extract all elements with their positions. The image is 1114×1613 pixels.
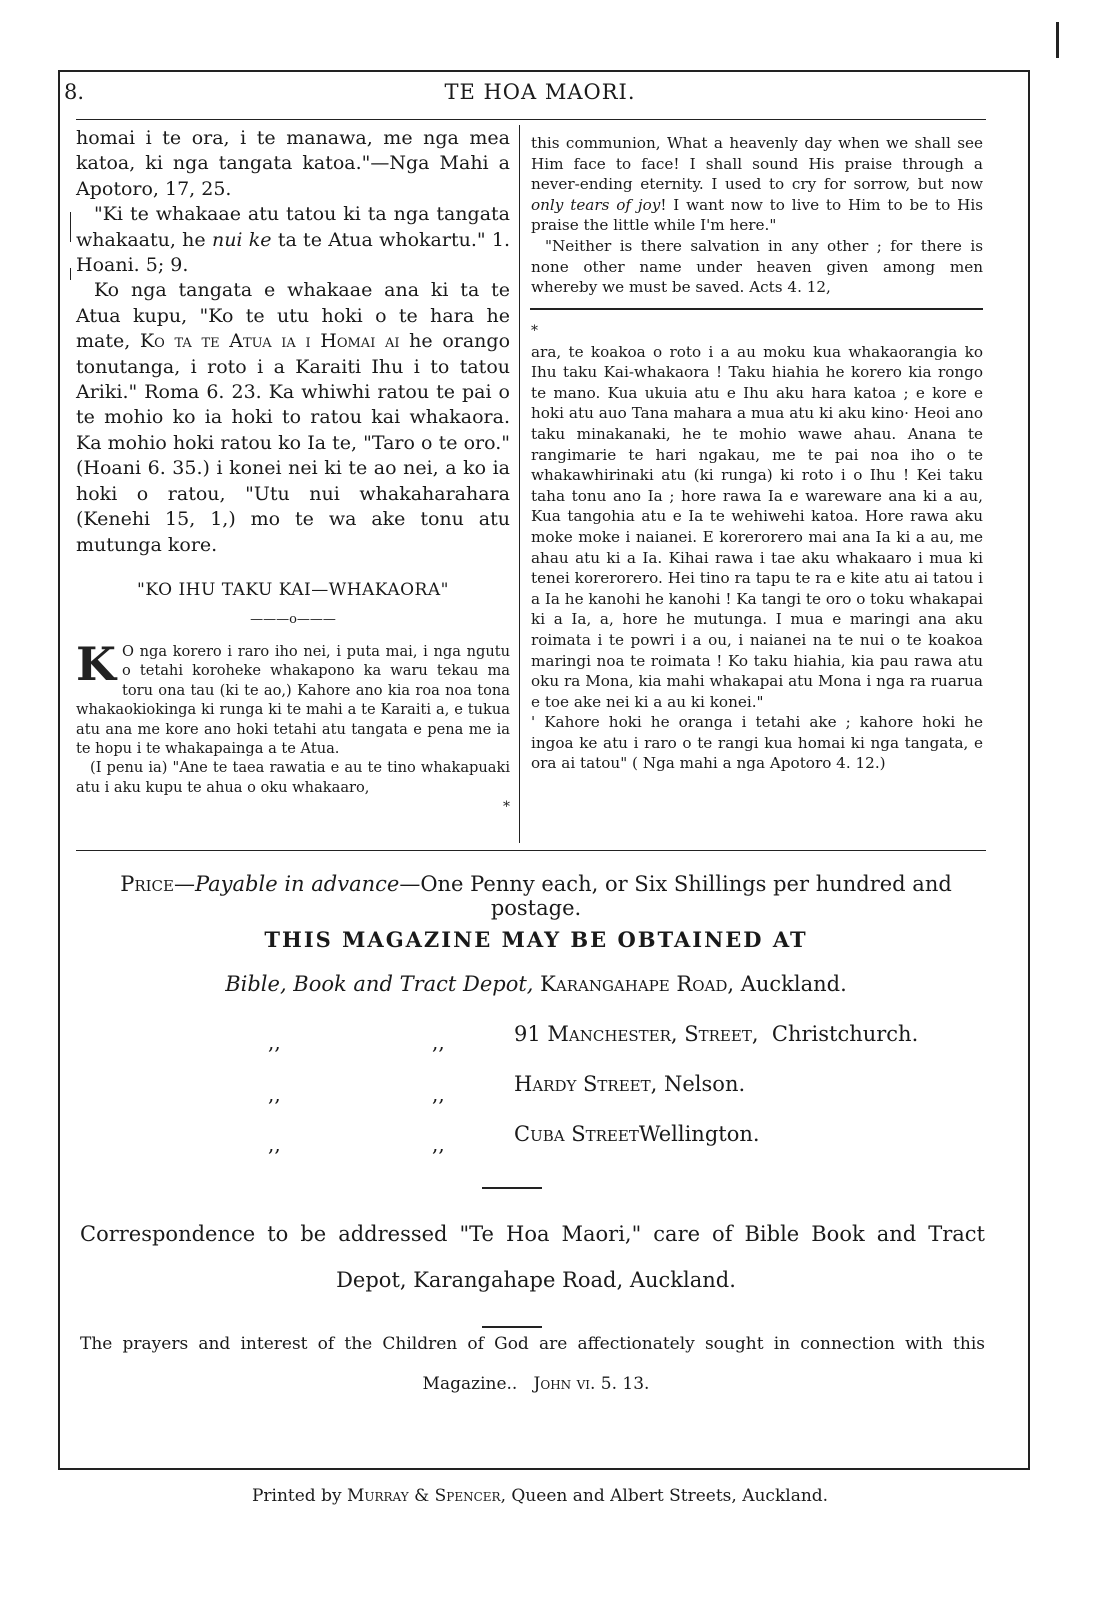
right-column-top bbox=[531, 133, 983, 298]
depot-address-1 bbox=[76, 972, 996, 996]
left-paragraph-3 bbox=[76, 278, 510, 557]
printer-address: , Queen and Albert Streets, Auckland. bbox=[500, 1486, 829, 1506]
correspondence-line-2: Depot, Karangahape Road, Auckland. bbox=[336, 1268, 736, 1292]
section-paragraph-1 bbox=[76, 637, 510, 758]
address-2-street: 91 Manchester, Street, bbox=[514, 1022, 759, 1046]
page-number: 8. bbox=[64, 80, 85, 104]
left-paragraph-3-text-end: he orango tonutanga, i roto i a Karaiti Ihu i to tatou Ariki." Roma 6. 23. Ka whiwhi ratou te pai o te mohio ko ia hoki to ratou kai whakaora. Ka mohio hoki ratou ko Ia te, "Taro o te oro." (Hoani 6. 35.) i konei nei ki te ao nei, a ko ia hoki o ratou, "Utu nui whakaharahara (Kenehi 15, 1,) mo te wa ake tonu atu mutunga kore. bbox=[76, 330, 511, 556]
left-margin-tick-2 bbox=[70, 268, 71, 280]
frame-bottom-rule bbox=[58, 1468, 1030, 1470]
address-2-city: Christchurch. bbox=[771, 1022, 919, 1046]
address-4-street: Cuba Street bbox=[514, 1122, 639, 1146]
address-3-city: Nelson. bbox=[664, 1072, 746, 1096]
price-emphasis: Payable in advance bbox=[194, 872, 400, 896]
section-paragraph-1-text: O nga korero i raro iho nei, i puta mai, i nga ngutu o tetahi koroheke whakapono ka waru tekau ma toru ona tau (ki te ao,) Kahore ano kia roa noa tona whakaokiokinga ki runga ki te mahi a te Karaiti a, e tukua atu ana me kore ano hoki tetahi atu tangata e pena me ia te hopu i te whakapainga a te Atua. bbox=[76, 643, 510, 758]
header-rule bbox=[76, 119, 986, 120]
prayers-magazine: Magazine.. bbox=[422, 1374, 518, 1394]
left-paragraph-2-text-end: ta te Atua whokartu." 1. Hoani. 5; 9. bbox=[76, 228, 510, 277]
left-column bbox=[76, 126, 510, 558]
ditto-mark-3b: ,, bbox=[432, 1082, 445, 1106]
prayers-reference: John vi. 5. 13. bbox=[533, 1374, 650, 1394]
depot-address-2 bbox=[514, 1022, 918, 1046]
depot-address-4 bbox=[514, 1122, 760, 1146]
column-divider bbox=[519, 125, 520, 843]
depot-street: Karangahape Road, bbox=[540, 972, 735, 996]
right-paragraph-3: ara, te koakoa o roto i a au moku kua whakaorangia ko Ihu taku Kai-whakaora ! Taku hiahia he korero kia rongo te mano. Kua ukuia atu e Ihu aku hara katoa ; e kore e hoki atu auo Tana mahara a mua atu ki aku kino· Heoi ano taku minakanaki, he te mohio wawe ahau. Anana te rangimarie te hari ngakau, me te pai noa iho o te whakawhirinaki atu (ki runga) ki roto i o Ihu ! Kei taku taha tonu ano Ia ; hore rawa Ia e wareware ana ki a au, Kua tangohia atu e Ia te wehiwehi katoa. Hore rawa aku moke moke i naianei. E korerorero mai ana Ia ki a au, me ahau atu ki a Ia. Kihai rawa i tae aku whakaaro i mua ki tenei korerorero. Hei tino ra tapu te ra e kite atu ai tatou i a Ia he kanohi he kanohi ! Ka tangi te oro o toku whakapai ki a Ia, a, hore he mutunga. I mua e maringi ana aku roimata i te powri i a ou, i naianei na te nui o te koakoa maringi noa te roimata ! Ko taku hiahia, kia pau rawa atu oku ra Mona, kia mahi whakapai atu Mona i nga ra ruarua e toe ake nei ki a au ki konei." bbox=[531, 342, 983, 711]
availability-heading: THIS MAGAZINE MAY BE OBTAINED AT bbox=[264, 927, 808, 952]
correspondence-line-1: Correspondence to be addressed "Te Hoa Maori," care of Bible Book and Tract bbox=[80, 1222, 985, 1246]
right-paragraph-2: "Neither is there salvation in any other ; for there is none other name under heaven given among men whereby we must be saved. Acts 4. 12, bbox=[531, 236, 983, 297]
page-title: TE HOA MAORI. bbox=[444, 80, 636, 104]
short-rule-2 bbox=[482, 1326, 542, 1328]
right-star bbox=[531, 320, 983, 342]
left-paragraph-3-text: Ko nga tangata e whakaae ana ki ta te Atua kupu, "Ko te utu hoki o te hara he mate, bbox=[76, 279, 510, 353]
section-body bbox=[76, 637, 510, 818]
prayers-line-2 bbox=[76, 1374, 996, 1394]
left-paragraph-3-smallcaps: Ko ta te Atua ia i Homai ai bbox=[139, 330, 400, 353]
left-paragraph-2 bbox=[76, 202, 510, 278]
left-paragraph-2-emphasis: nui ke bbox=[211, 228, 272, 251]
frame-top-rule bbox=[58, 70, 1030, 72]
price-text: —One Penny each, or Six Shillings per hundred and postage. bbox=[399, 872, 952, 920]
frame-right-rule bbox=[1028, 70, 1030, 1470]
prayers-line-1: The prayers and interest of the Children of God are affectionately sought in connection with this bbox=[80, 1334, 985, 1354]
depot-city: Auckland. bbox=[740, 972, 847, 996]
footer-top-rule bbox=[76, 850, 986, 851]
section-heading: "KO IHU TAKU KAI—WHAKAORA" bbox=[137, 580, 449, 600]
depot-address-3 bbox=[514, 1072, 745, 1096]
ditto-mark-2b: ,, bbox=[432, 1030, 445, 1054]
right-paragraph-4: ' Kahore hoki he oranga i tetahi ake ; kahore hoki he ingoa ke atu i raro o te rangi kua homai ki nga tangata, e ora ai tatou" ( Nga mahi a nga Apotoro 4. 12.) bbox=[531, 713, 983, 773]
price-line bbox=[76, 872, 996, 920]
left-margin-tick-1 bbox=[70, 212, 71, 242]
printer-line bbox=[0, 1486, 1080, 1506]
right-paragraph-1-text: this communion, What a heavenly day when we shall see Him face to face! I shall sound His praise through a never-ending eternity. I used to cry for sorrow, but now bbox=[531, 134, 983, 194]
address-3-street: Hardy Street, bbox=[514, 1072, 658, 1096]
right-paragraph-1-text-end: ! I want now to live to Him to be to His praise the little while I'm here." bbox=[531, 195, 983, 235]
section-separator: ———o——— bbox=[250, 612, 336, 627]
right-column-rule bbox=[530, 308, 983, 310]
continuation-star bbox=[76, 797, 510, 817]
right-paragraph-1-emphasis: only tears of joy bbox=[531, 195, 661, 214]
depot-name: Bible, Book and Tract Depot, bbox=[225, 972, 534, 996]
left-paragraph-2-text: "Ki te whakaae atu tatou ki ta nga tangata whakaatu, he bbox=[76, 203, 510, 251]
page-right-edge-mark bbox=[1056, 22, 1059, 58]
right-star-mark: * bbox=[531, 323, 538, 339]
ditto-mark-4a: ,, bbox=[268, 1132, 281, 1156]
address-4-city: Wellington. bbox=[638, 1122, 760, 1146]
dropcap-letter: K bbox=[76, 637, 116, 691]
right-paragraph-1 bbox=[531, 133, 983, 236]
right-column-bottom bbox=[531, 320, 983, 774]
star-mark: * bbox=[503, 799, 510, 816]
short-rule-1 bbox=[482, 1187, 542, 1189]
printer-name: Murray & Spencer bbox=[346, 1486, 501, 1506]
frame-left-rule bbox=[58, 70, 60, 1470]
left-paragraph-1: homai i te ora, i te manawa, me nga mea katoa, ki nga tangata katoa."—Nga Mahi a Apotoro, 17, 25. bbox=[76, 127, 510, 200]
ditto-mark-4b: ,, bbox=[432, 1132, 445, 1156]
ditto-mark-2a: ,, bbox=[268, 1030, 281, 1054]
printer-prefix: Printed by bbox=[251, 1486, 347, 1506]
price-label: Price— bbox=[120, 872, 195, 896]
ditto-mark-3a: ,, bbox=[268, 1082, 281, 1106]
section-paragraph-2: (I penu ia) "Ane te taea rawatia e au te tino whakapuaki atu i aku kupu te ahua o oku whakaaro, bbox=[76, 759, 510, 796]
